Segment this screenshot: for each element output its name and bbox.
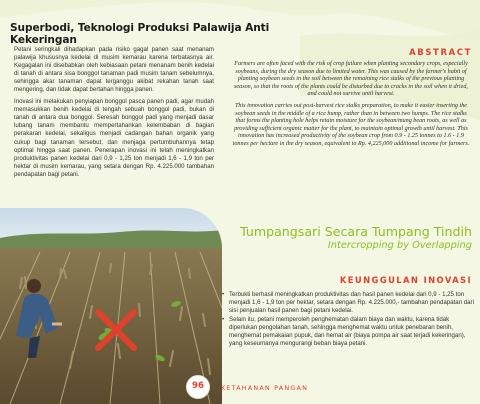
abstract-heading: ABSTRACT [409,48,472,58]
running-head: KETAHANAN PANGAN [221,384,309,392]
intro-text [14,46,214,183]
intro-paragraph: Inovasi ini melakukan penyiapan bonggol pasca panen padi, agar mudah memasukkan benih kedelai di tengah sebuah bonggol padi, bukan di tanah di antara dua bonggol. Seresah bonggol padi yang menjadi dasar lubang tanam membantu mempertahankan kelembaban di bagian perakaran kedelai, sekaligus menjadi cadangan bahan organik yang cukup bagi tanaman tersebut, dan menjaga pertumbuhannya tetap optimal hingga saat panen. Penerapan inovasi ini telah meningkatkan produktivitas panen kedelai dari 0,9 - 1,25 ton menjadi 1,6 - 1,9 ton per hektar di musim kemarau, yang setara dengan Rp. 4.225.000 tambahan pendapatan bagi petani. [14,98,214,178]
keunggulan-heading: KEUNGGULAN INOVASI [339,275,472,285]
field-photo [0,208,222,404]
section-subtitle: Intercropping by Overlapping [327,240,472,251]
abstract-text [230,61,472,153]
list-item: • Terbukti berhasil meningkatkan produktivitas dan hasil panen kedelai dari 0,9 - 1,25 ton menjadi 1,6 - 1,9 ton per hektar, setara dengan Rp. 4.225.000,- tambahan pendapatan dari sisi penjualan hasil panen bagi petani kedelai. [222,291,474,315]
abstract-paragraph: This innovation carries out post-harvest rice stalks preparation, to make it easier inserting the soybean seeds in the middle of a rice hump, rather than in between two humps. The rice stalks that forms the planting hole helps retain moisture for the soybean/mung bean roots, as well as providing sufficient organic matter for the plant, to maintain optimal growth until harvest. This innovation has increased productivity of the soybean crop from 0.9 - 1.25 tonnes to 1.6 - 1.9 tonnes per hectare in the dry season, equivalent to Rp. 4,225,000 additional income for farmers. [232,102,470,147]
list-item: • Selain itu, petani memperoleh penghematan dalam biaya dan waktu, karena tidak diperlukan pengolahan tanah, sehingga menghemat waktu untuk penebaran benih, menghemat pemakaian pupuk, dan hemat air (biaya pompa air saat terjadi kekeringan), yang keseumanya mengurangi beban biaya petani. [222,316,474,348]
intro-paragraph: Petani seringkali dihadapkan pada risiko gagal panen saat menanam palawija khususnya kedelai di musim kemarau karena terbatasnya air. Kegagalan ini disebabkan oleh kebiasaan petani menanam benih kedelai di tanah di antara sisa bonggol tanaman padi musim tanam sebelumnya, sehingga akar tanaman dapat terganggu akibat rekahan tanah saat mengering, dan tidak dapat bertahan hingga panen. [14,46,214,94]
keunggulan-list [222,291,474,349]
section-title: Tumpangsari Secara Tumpang Tindih [240,224,472,239]
page-number: 96 [192,381,204,391]
article-title: Superbodi, Teknologi Produksi Palawija Anti Kekeringan [10,22,270,46]
abstract-paragraph: Farmers are often faced with the risk of crop failure when planting secondary crops, especially soybeans, during the dry season due to limited water. This was caused by the farmer's habit of planting soybean seeds in the soil between the remaining rice stalks of the previous planting season, so that the roots of the plants could be disturbed due to cracks in the soil when it dried, and could not survive until harvest. [234,61,468,98]
